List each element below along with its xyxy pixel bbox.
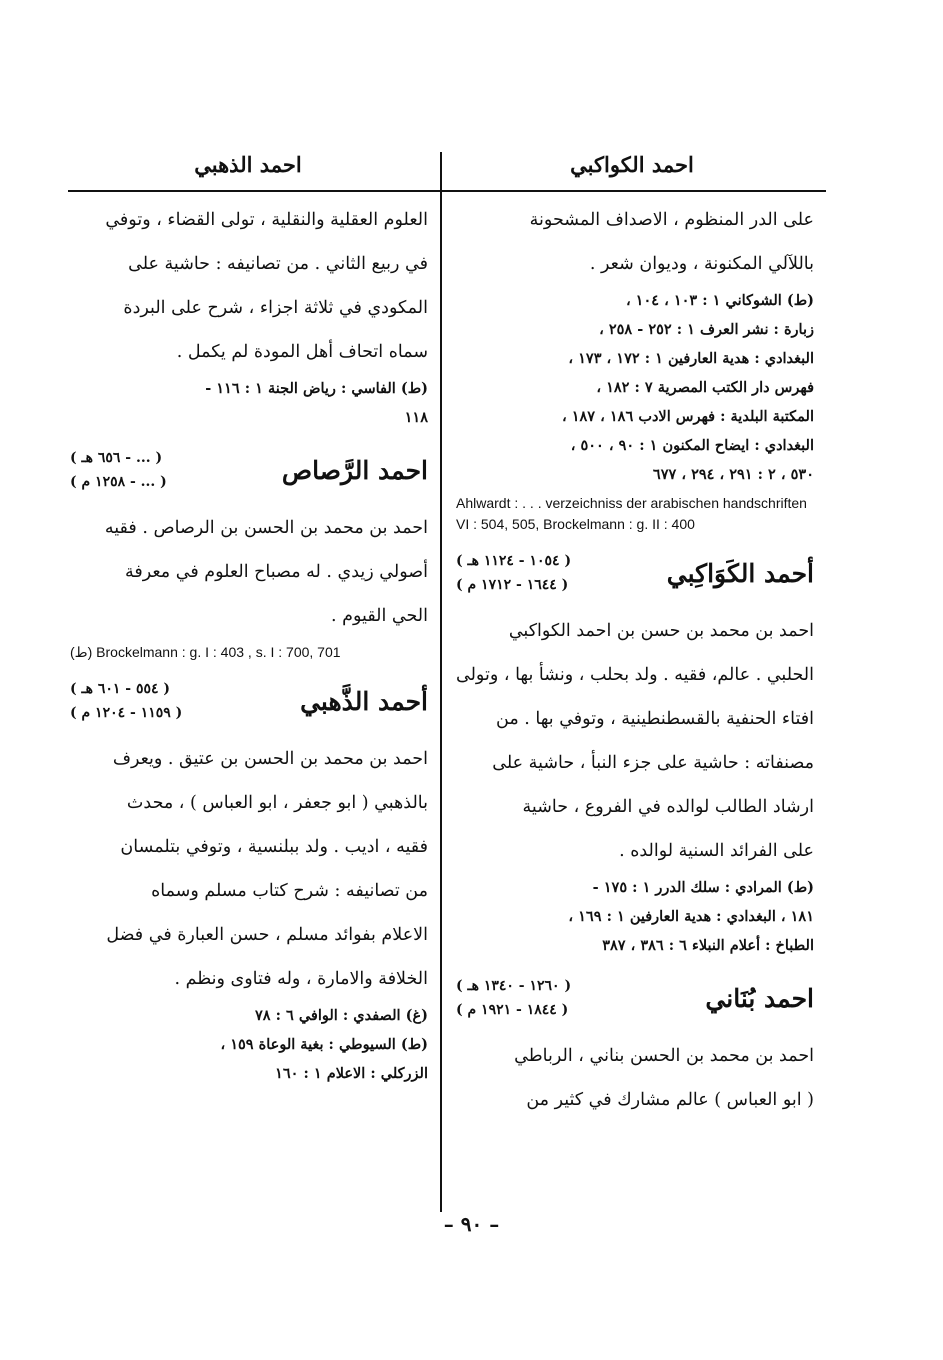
body-line: الحي القيوم . — [331, 606, 428, 626]
reference-line: ١١٨ — [404, 409, 428, 426]
reference-line: البغدادي : هدية العارفين ١ : ١٧٢ ، ١٧٣ ، — [568, 350, 814, 367]
body-line: العلوم العقلية والنقلية ، تولى القضاء ، وتوفي — [105, 210, 428, 230]
reference-line: (غ) الصفدي : الوافي ٦ : ٧٨ — [254, 1007, 428, 1024]
entry-dates — [70, 446, 167, 494]
entry-heading-bannani — [456, 974, 814, 1022]
body-line: فقيه ، اديب . ولد ببلنسية ، وتوفي بتلمسان — [120, 837, 428, 857]
latin-reference: Ahlwardt : . . . verzeichniss der arabischen handschriften VI : 504, 505, Brockelmann : g. II : 400 — [456, 495, 807, 532]
hijri-dates: ( ... - ٦٥٦ هـ ) — [70, 450, 163, 466]
page-number: – ٩٠ – — [443, 1212, 500, 1236]
body-line: افتاء الحنفية بالقسطنطينية ، وتوفي بها . من — [496, 709, 814, 729]
body-line: بالذهبي ( ابو جعفر ، ابو العباس ) ، محدث — [126, 793, 428, 813]
hijri-dates: ( ١٢٦٠ - ١٣٤٠ هـ ) — [456, 978, 572, 994]
column-divider — [440, 152, 442, 1212]
entry-heading-dhahabi — [70, 677, 428, 725]
body-line: احمد بن محمد بن الحسن بن عتيق . ويعرف — [112, 749, 428, 769]
entry-name: احمد بُنَاني — [705, 983, 814, 1013]
body-line: الخلافة والامارة ، وله فتاوى ونظم . — [174, 969, 428, 989]
header-rule — [68, 190, 826, 192]
reference-line: (ط) السيوطي : بغية الوعاة ١٥٩ ، — [220, 1036, 428, 1053]
gregorian-dates: ( ١٨٤٤ - ١٩٢١ م ) — [456, 1002, 569, 1018]
hijri-dates: ( ١٠٥٤ - ١١٢٤ هـ ) — [456, 553, 572, 569]
reference-line: (ط) الفاسي : رياض الجنة ١ : ١١٦ - — [205, 380, 428, 397]
body-line: على الدر المنظوم ، الاصداف المشحونة — [529, 210, 814, 230]
body-line: احمد بن محمد بن حسن بن احمد الكواكبي — [508, 621, 814, 641]
body-line: سماه اتحاف أهل المودة لم يكمل . — [176, 342, 428, 362]
body-line: احمد بن محمد بن الحسن بن الرصاص . فقيه — [104, 518, 428, 538]
entry-dates — [456, 549, 571, 597]
reference-line: البغدادي : ايضاح المكنون ١ : ٩٠ ، ٥٠٠ ، — [570, 437, 814, 454]
body-line: احمد بن محمد بن الحسن بناني ، الرباطي — [514, 1046, 814, 1066]
reference-line: الطباخ : أعلام النبلاء ٦ : ٣٨٦ ، ٣٨٧ — [602, 937, 814, 954]
right-column — [456, 198, 814, 1122]
left-column — [70, 198, 428, 1088]
entry-dates — [70, 677, 182, 725]
reference-line: الزركلي : الاعلام ١ : ١٦٠ — [275, 1065, 428, 1082]
body-line: الحلبي . عالم، فقيه . ولد بحلب ، ونشأ بها ، وتولى — [456, 665, 814, 685]
reference-line: ١٨١ ، البغدادي : هدية العارفين ١ : ١٦٩ ، — [568, 908, 814, 925]
body-line: أصولي زيدي . له مصباح العلوم في معرفة — [124, 562, 428, 582]
body-line: ارشاد الطالب لوالده في الفروع ، حاشية — [522, 797, 814, 817]
body-line: ( ابو العباس ) عالم مشارك في كثير من — [526, 1090, 814, 1110]
reference-line: زبارة : نشر العرف ١ : ٢٥٢ - ٢٥٨ ، — [599, 321, 814, 338]
body-line: مصنفاته : حاشية على جزء النبأ ، حاشية على — [492, 753, 814, 773]
body-line: المكودي في ثلاثة اجزاء ، شرح على البردة — [123, 298, 428, 318]
gregorian-dates: ( ... - ١٢٥٨ م ) — [70, 474, 167, 490]
entry-name: أحمد الذَّهبي — [300, 686, 428, 716]
body-line: في ربيع الثاني . من تصانيفه : حاشية على — [128, 254, 428, 274]
gregorian-dates: ( ١١٥٩ - ١٢٠٤ م ) — [70, 705, 183, 721]
entry-heading-kawakibi — [456, 549, 814, 597]
body-line: على الفرائد السنية لوالده . — [619, 841, 814, 861]
reference-line: فهرس دار الكتب المصرية ٧ : ١٨٢ ، — [596, 379, 814, 396]
body-line: الاعلام بفوائد مسلم ، حسن العبارة في فضل — [106, 925, 428, 945]
entry-dates — [456, 974, 571, 1022]
body-line: باللآلي المكنونة ، وديوان شعر . — [589, 254, 814, 274]
right-running-header: احمد الكواكبي — [570, 152, 694, 177]
entry-name: احمد الرَّصاص — [281, 455, 428, 485]
hijri-dates: ( ٥٥٤ - ٦٠١ هـ ) — [70, 681, 171, 697]
reference-line: (ط) المرادي : سلك الدرر ١ : ١٧٥ - — [592, 879, 814, 896]
reference-line: المكتبة البلدية : فهرس الادب ١٨٦ ، ١٨٧ ، — [562, 408, 814, 425]
reference-line: ٥٣٠ ، ٢ : ٢٩١ ، ٢٩٤ ، ٦٧٧ — [652, 466, 814, 483]
entry-heading-rassas — [70, 446, 428, 494]
body-line: من تصانيفه : شرح كتاب مسلم وسماه — [151, 881, 428, 901]
reference-line: (ط) الشوكاني ١ : ١٠٣ ، ١٠٤ ، — [625, 292, 814, 309]
gregorian-dates: ( ١٦٤٤ - ١٧١٢ م ) — [456, 577, 569, 593]
entry-name: أحمد الكَوَاكِبي — [666, 558, 814, 588]
latin-reference: (ط) Brockelmann : g. I : 403 , s. I : 700, 701 — [70, 644, 341, 660]
left-running-header: احمد الذهبي — [194, 152, 302, 177]
